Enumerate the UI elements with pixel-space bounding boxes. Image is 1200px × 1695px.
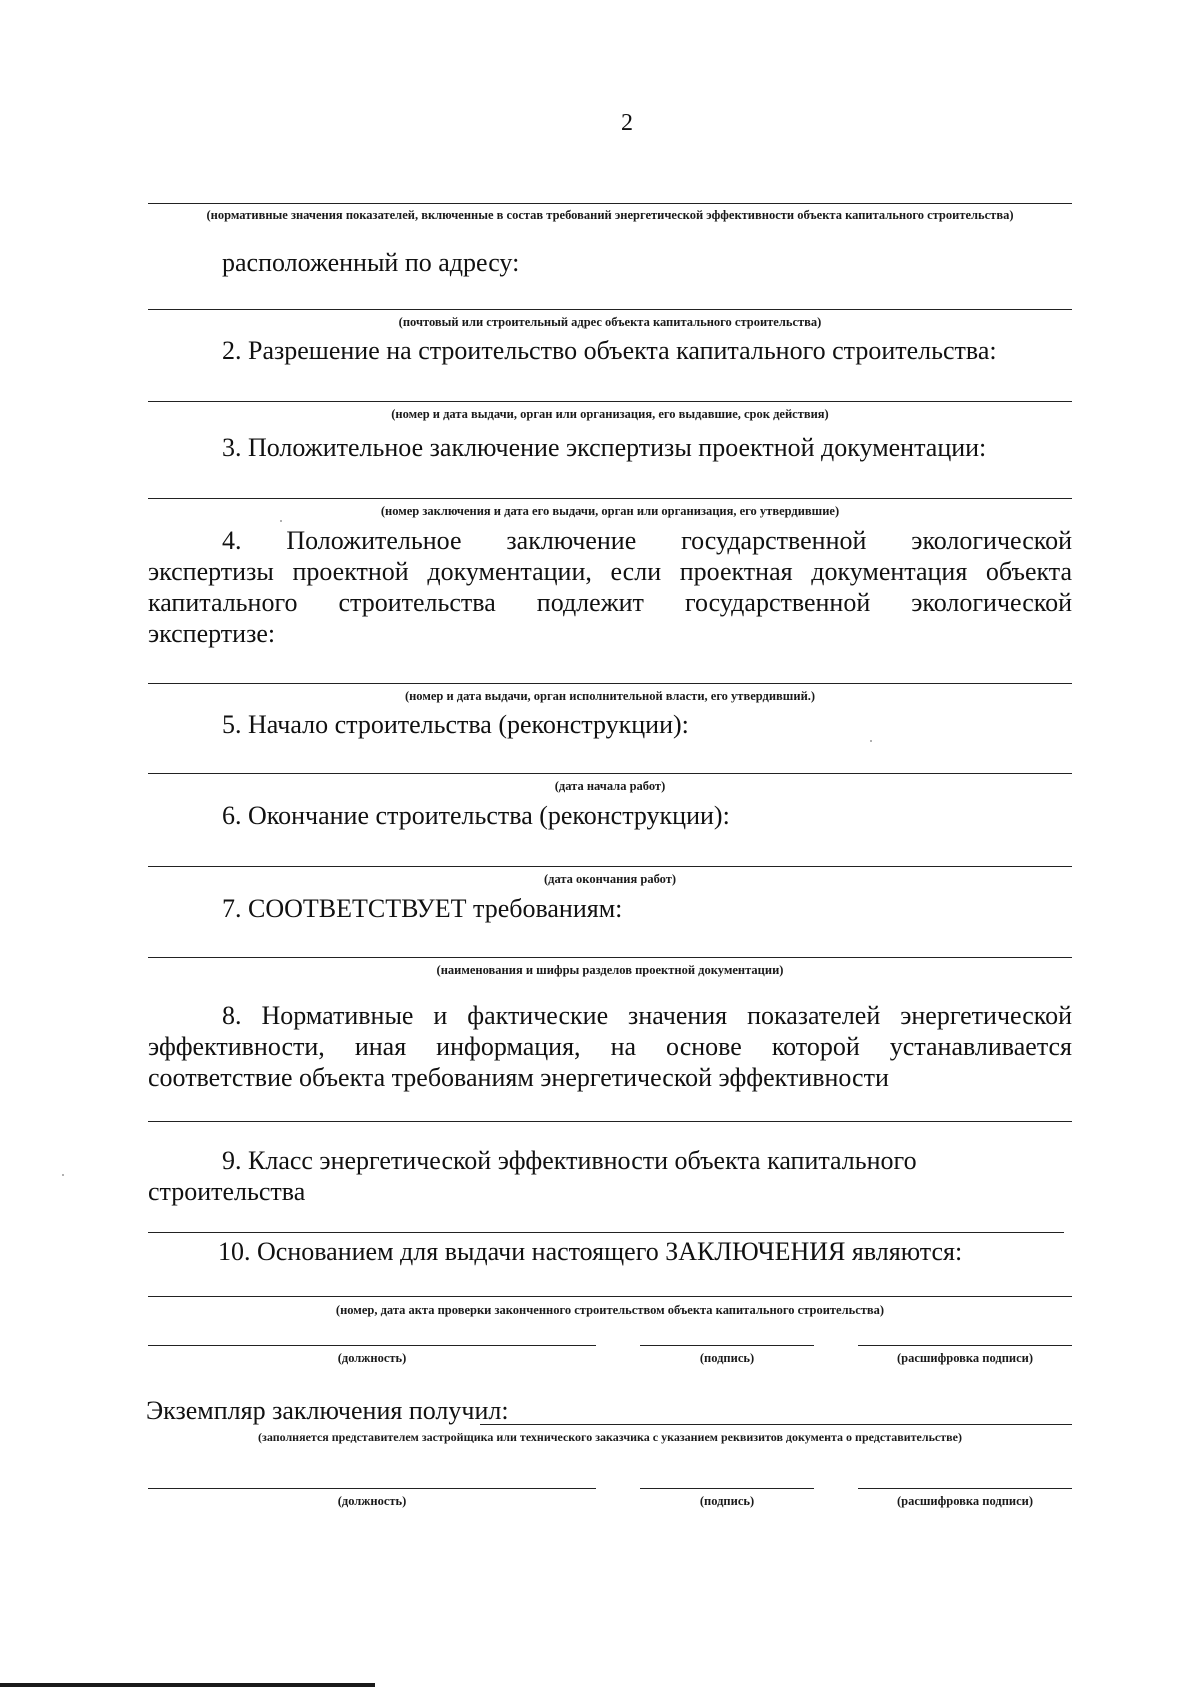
address-line — [148, 309, 1072, 310]
sign2-decoding-caption: (расшифровка подписи) — [896, 1494, 1034, 1508]
expertise-caption: (номер заключения и дата его выдачи, орган или организация, его утвердившие) — [380, 504, 840, 518]
received-line — [480, 1424, 1072, 1425]
address-heading: расположенный по адресу: — [222, 248, 520, 277]
sign1-position-line — [148, 1345, 596, 1346]
sign2-signature-line — [640, 1488, 814, 1489]
scan-speck — [62, 1174, 64, 1176]
sign1-decoding-caption: (расшифровка подписи) — [896, 1351, 1034, 1365]
section-4-line-1: 4. Положительное заключение государственной экологической — [222, 526, 1072, 555]
sign1-position-caption: (должность) — [337, 1351, 407, 1365]
end-date-line — [148, 866, 1072, 867]
sign2-position-caption: (должность) — [337, 1494, 407, 1508]
section-4-line-4: экспертизе: — [148, 619, 276, 648]
section-4-paragraph — [148, 525, 1072, 649]
section-8-line-1: 8. Нормативные и фактические значения показателей энергетической — [222, 1001, 1072, 1030]
scan-speck — [870, 740, 872, 742]
start-date-caption: (дата начала работ) — [554, 779, 666, 793]
start-date-line — [148, 773, 1072, 774]
section-4-line-2: экспертизы проектной документации, если проектная документация объекта — [148, 557, 1072, 586]
expertise-line — [148, 498, 1072, 499]
norm-values-caption: (нормативные значения показателей, включенные в состав требований энергетической эффективности объекта капитального строительства) — [206, 208, 1014, 222]
section-4-line-3: капитального строительства подлежит государственной экологической — [148, 588, 1072, 617]
section-2-heading: 2. Разрешение на строительство объекта капитального строительства: — [222, 336, 997, 365]
sign2-signature-caption: (подпись) — [699, 1494, 755, 1508]
sections-line — [148, 957, 1072, 958]
section-9-line-1: 9. Класс энергетической эффективности объекта капитального — [222, 1146, 917, 1175]
sign1-decoding-line — [858, 1345, 1072, 1346]
sign1-signature-line — [640, 1345, 814, 1346]
section-8-line-2: эффективности, иная информация, на основе которой устанавливается — [148, 1032, 1072, 1061]
permit-caption: (номер и дата выдачи, орган или организация, его выдавшие, срок действия) — [391, 407, 829, 421]
eco-caption: (номер и дата выдачи, орган исполнительной власти, его утвердивший.) — [404, 689, 816, 703]
section-9-paragraph — [148, 1145, 1072, 1207]
energy-values-line — [148, 1121, 1072, 1122]
section-9-line-2: строительства — [148, 1177, 306, 1206]
permit-line — [148, 401, 1072, 402]
section-7-heading: 7. СООТВЕТСТВУЕТ требованиям: — [222, 894, 623, 923]
section-6-heading: 6. Окончание строительства (реконструкции): — [222, 801, 730, 830]
sign2-position-line — [148, 1488, 596, 1489]
section-3-heading: 3. Положительное заключение экспертизы проектной документации: — [222, 433, 987, 462]
section-8-line-3: соответствие объекта требованиям энергетической эффективности — [148, 1063, 889, 1092]
sections-caption: (наименования и шифры разделов проектной документации) — [436, 963, 784, 977]
energy-class-line — [148, 1232, 1064, 1233]
section-10-heading: 10. Основанием для выдачи настоящего ЗАКЛЮЧЕНИЯ являются: — [218, 1237, 963, 1266]
end-date-caption: (дата окончания работ) — [543, 872, 677, 886]
representative-caption: (заполняется представителем застройщика или технического заказчика с указанием реквизитов документа о представительстве) — [258, 1430, 962, 1444]
scan-speck — [280, 520, 282, 522]
act-caption: (номер, дата акта проверки законченного строительством объекта капитального строительства) — [335, 1303, 885, 1317]
page-number: 2 — [621, 110, 633, 136]
sign1-signature-caption: (подпись) — [699, 1351, 755, 1365]
scan-edge-mark — [0, 1683, 375, 1687]
sign2-decoding-line — [858, 1488, 1072, 1489]
section-8-paragraph — [148, 1000, 1072, 1093]
eco-line — [148, 683, 1072, 684]
norm-values-line — [148, 203, 1072, 204]
act-line — [148, 1296, 1072, 1297]
address-caption: (почтовый или строительный адрес объекта капитального строительства) — [398, 315, 822, 329]
received-heading: Экземпляр заключения получил: — [146, 1396, 509, 1425]
section-5-heading: 5. Начало строительства (реконструкции): — [222, 710, 689, 739]
